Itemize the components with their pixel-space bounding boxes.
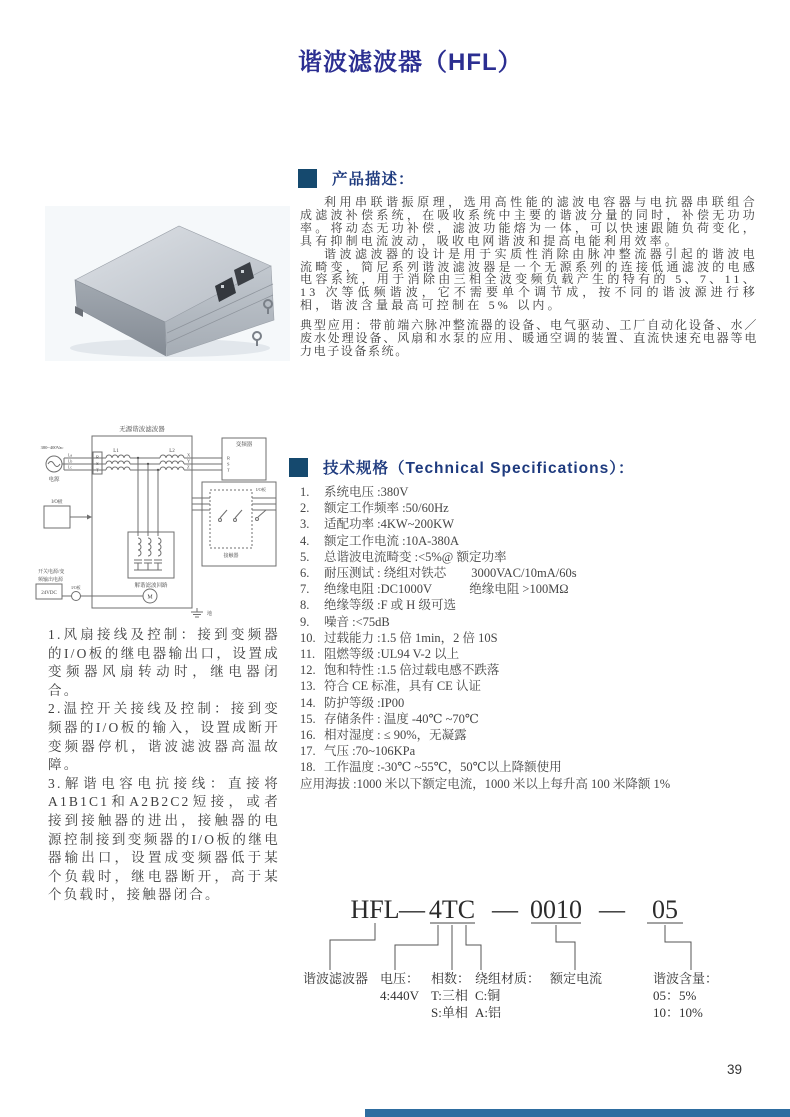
spec-text: 额定工作频率 :50/60Hz: [324, 501, 449, 516]
model-code-image: [295, 890, 765, 1050]
external-wiring-box: [202, 482, 276, 566]
spec-item: [300, 630, 762, 646]
model-label-winding-title: 绕组材质：: [475, 971, 541, 986]
spec-text: 饱和特性 :1.5 倍过载电感不跌落: [324, 663, 500, 678]
inductor-l1-label: L1: [113, 449, 119, 454]
source-label: 电源: [48, 477, 60, 483]
contactor-box: [210, 490, 252, 548]
model-label-harmonic-10: 10：10%: [653, 1005, 703, 1020]
typical-applications-para: 典型应用：带前端六脉冲整流器的设备、电气驱动、工厂自动化设备、水／废水处理设备、风扇和水泵的应用、暖通空调的装置、直流快速充电器等电力电子设备系统。: [300, 318, 758, 358]
spec-text: 工作温度 :-30℃ ~55℃，50℃以上降额使用: [324, 760, 562, 775]
spec-list: [300, 484, 762, 776]
spec-item: [300, 614, 762, 630]
altitude-note: 应用海拔 :1000 米以下额定电流，1000 米以上每升高 100 米降额 1%: [300, 776, 671, 791]
terminal-t: T: [96, 467, 99, 473]
inverter-terminal-t: T: [227, 467, 230, 473]
description-text: [300, 196, 758, 358]
spec-text: 耐压测试 : 绕组对铁芯 3000VAC/10mA/60s: [324, 566, 577, 581]
phase-c-label: Lc: [68, 465, 73, 470]
spec-item: [300, 759, 762, 775]
spec-number: 5.: [300, 549, 310, 564]
spec-number: 17.: [300, 744, 316, 759]
contactor-label: 接触器: [223, 554, 239, 559]
spec-number: 7.: [300, 582, 310, 597]
psu-label-line1: 开关电源/变: [38, 570, 65, 575]
specs-heading: 技术规格（Technical Specifications）：: [323, 460, 635, 477]
io-board-label: I/O板: [51, 500, 63, 505]
spec-number: 16.: [300, 728, 316, 743]
description-section-header: [298, 167, 415, 189]
spec-item: [300, 711, 762, 727]
spec-text: 阻燃等级 :UL94 V-2 以上: [324, 647, 460, 662]
description-para-1: 利用串联谐振原理，选用高性能的滤波电容器与电抗器串联组合成滤波补偿系统，在吸收系统中主要的谐波分量的同时，补偿无功功率。将动态无功补偿，滤波功能熔为一体，可以快速跟随负荷变化，具有抑制电流波动，吸收电网谐波和提高电能利用效率。: [300, 195, 758, 248]
psu-voltage: 24VDC: [41, 591, 57, 596]
spec-text: 存储条件 : 温度 -40℃ ~70℃: [324, 711, 479, 726]
io-board-box: [44, 506, 70, 528]
spec-item: [300, 565, 762, 581]
spec-item: [300, 500, 762, 516]
spec-number: 6.: [300, 566, 310, 581]
model-segment-series: HFL: [350, 895, 400, 924]
spec-item: [300, 581, 762, 597]
spec-item: [300, 549, 762, 565]
spec-text: 额定工作电流 :10A-380A: [324, 533, 460, 548]
inductor-l2-label: L2: [169, 449, 175, 454]
dash: —: [492, 895, 518, 924]
model-label-filter: 谐波滤波器: [303, 971, 369, 986]
spec-text: 相对湿度 : ≤ 90%，无凝露: [324, 728, 467, 743]
model-label-phase-s: S:单相: [431, 1005, 468, 1020]
ground-label: 地: [207, 612, 213, 617]
page-number: 39: [726, 1062, 742, 1077]
spec-text: 气压 :70~106KPa: [324, 744, 416, 759]
model-label-voltage: 4:440V: [380, 988, 419, 1003]
io-circle: [72, 592, 81, 601]
wiring-diagram-image: [30, 420, 280, 625]
wiring-note: 2.温控开关接线及控制：接到变频器的I/O板的输入，设置成断开变频器停机，谐波滤波器高温故障。: [48, 701, 280, 773]
spec-number: 11.: [300, 647, 316, 662]
model-label-phase-title: 相数：: [431, 971, 471, 986]
phase-a-label: La: [68, 453, 73, 458]
cap-bank-label: 解谐滤波回路: [134, 583, 168, 589]
footer-bar: [365, 1109, 790, 1117]
specs-block: [300, 484, 762, 792]
model-label-voltage-title: 电压：: [380, 971, 420, 986]
spec-item: [300, 646, 762, 662]
spec-item: [300, 662, 762, 678]
spec-text: 总谐波电流畸变 :<5%@ 额定功率: [324, 549, 507, 564]
model-label-current: 额定电流: [550, 971, 603, 986]
spec-text: 符合 CE 标准，具有 CE 认证: [324, 679, 481, 694]
io-switch-label: I/O板: [256, 487, 266, 492]
spec-number: 3.: [300, 517, 310, 532]
terminal-y: Y: [187, 458, 191, 464]
terminal-z: Z: [187, 464, 190, 470]
diagram-title: 无源谐波滤波器: [119, 426, 165, 433]
spec-text: 防护等级 :IP00: [324, 695, 405, 710]
dash: —: [599, 895, 625, 924]
spec-number: 18.: [300, 760, 316, 775]
product-photo: [45, 206, 290, 361]
spec-number: 4.: [300, 533, 310, 548]
spec-text: 过载能力 :1.5 倍 1min，2 倍 10S: [324, 630, 498, 645]
wiring-note: 1.风扇接线及控制：接到变频器的I/O板的继电器输出口，设置成变频器风扇转动时，继电器闭合。: [48, 627, 280, 698]
spec-text: 系统电压 :380V: [324, 485, 409, 499]
spec-text: 绝缘电阻 :DC1000V 绝缘电阻 >100MΩ: [324, 582, 569, 597]
spec-number: 9.: [300, 614, 310, 629]
model-label-harmonic-05: 05：5%: [653, 988, 697, 1003]
model-label-harmonic-title: 谐波含量：: [653, 971, 719, 986]
wiring-diagram: [30, 420, 280, 625]
spec-number: 1.: [300, 485, 310, 499]
spec-number: 2.: [300, 501, 310, 516]
spec-item: [300, 533, 762, 549]
section-bullet-square: [298, 169, 317, 188]
description-para-2: 谐波滤波器的设计是用于实质性消除由脉冲整流器引起的谐波电流畸变，简尼系列谐波滤波器是一个无源系列的连接低通滤波的电感电容系统，用于消除由三相全波变频负载产生的特有的 5、7、11、13 次等低频谐波，它不需要单个调节成，按不同的谐波源进行移相，谐波含量最高可控制在 5% 以内。: [300, 246, 758, 313]
model-label-phase-t: T:三相: [431, 988, 468, 1003]
product-photo-image: [45, 206, 290, 361]
spec-number: 15.: [300, 711, 316, 726]
model-label-winding-c: C:铜: [475, 988, 501, 1003]
spec-item: [300, 695, 762, 711]
dash: —: [399, 895, 425, 924]
source-voltage-label: 380~400Vac: [40, 445, 64, 450]
inverter-label: 变频器: [235, 442, 253, 448]
spec-number: 8.: [300, 598, 310, 613]
wiring-notes: [48, 626, 280, 905]
spec-item: [300, 516, 762, 532]
section-bullet-square: [289, 458, 308, 477]
psu-label-line2: 频输出电源: [38, 578, 64, 583]
spec-text: 适配功率 :4KW~200KW: [324, 517, 455, 532]
spec-item: [300, 678, 762, 694]
spec-item: [300, 743, 762, 759]
io-circle-label: I/O板: [71, 585, 81, 590]
spec-number: 12.: [300, 663, 316, 678]
phase-b-label: Lb: [68, 459, 73, 464]
spec-number: 14.: [300, 695, 316, 710]
spec-number: 10.: [300, 630, 316, 645]
model-segment-type: 4TC: [428, 895, 476, 924]
description-heading: 产品描述：: [332, 171, 415, 188]
spec-item: [300, 484, 762, 500]
specs-section-header: [289, 456, 635, 478]
spec-number: 13.: [300, 679, 316, 694]
model-segment-current: 0010: [530, 895, 582, 924]
terminal-r: R: [95, 454, 100, 460]
spec-text: 绝缘等级 :F 或 H 级可选: [324, 598, 456, 613]
motor-label: M: [147, 594, 153, 601]
wiring-note: 3.解谐电容电抗接线：直接将A1B1C1和A2B2C2短接，或者接到接触器的进出，接触器的电源控制接到变频器的I/O板的继电器输出口，设置成变频器低于某个负载时，继电器断开，高于某个负载时，接触器闭合。: [48, 775, 280, 903]
ground-icon: [191, 608, 203, 617]
spec-item: [300, 727, 762, 743]
spec-text: 噪音 :<75dB: [324, 614, 390, 629]
model-label-winding-a: A:铝: [475, 1005, 502, 1020]
terminal-x: X: [187, 452, 191, 458]
terminal-s: S: [96, 461, 99, 466]
model-code-diagram: [295, 890, 765, 1050]
inverter-terminal-r: R: [227, 455, 231, 461]
model-segment-harmonic: 05: [652, 895, 678, 924]
inverter-terminal-s: S: [227, 461, 230, 467]
spec-item: [300, 597, 762, 613]
page-title: 谐波滤波器（HFL）: [298, 49, 523, 76]
